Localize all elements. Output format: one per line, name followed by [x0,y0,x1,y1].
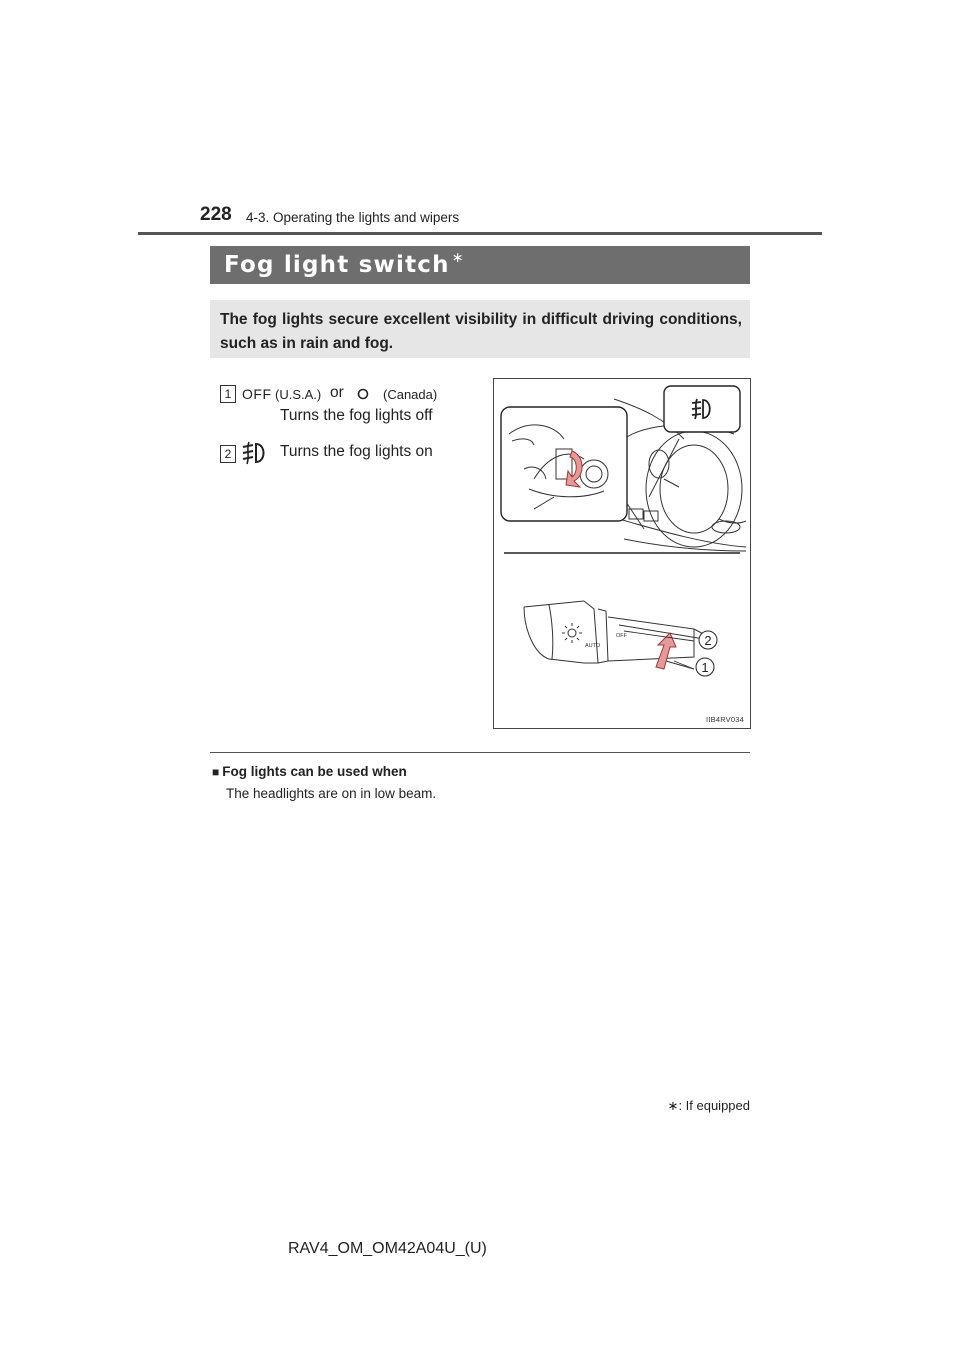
header-rule [138,232,822,235]
item-1-description: Turns the fog lights off [280,407,433,424]
note-heading-text: Fog lights can be used when [222,764,407,779]
ring-label-auto: AUTO [585,643,601,649]
intro-text: The fog lights secure excellent visibility in difficult driving conditions, such as in rain and fog. [220,311,742,352]
section-divider [210,752,750,753]
front-fog-light-icon [240,439,270,467]
ring-label-off: OFF [616,633,627,639]
title-bar [210,246,750,284]
figure-code: IIB4RV034 [706,715,744,724]
canada-off-circle-icon [356,387,370,401]
callout-1: 1 [701,660,709,675]
section-title: 4-3. Operating the lights and wipers [246,210,460,225]
if-equipped-marker: ∗ [451,250,465,266]
page-number: 228 [200,204,232,225]
item-number-badge: 2 [220,445,236,463]
footnote-text: : If equipped [678,1098,750,1113]
region-canada: (Canada) [383,387,438,402]
footnote-marker: ∗ [667,1098,679,1113]
note-square-marker: ■ [212,765,220,779]
intro-box [210,300,750,358]
or-text: or [330,384,344,401]
figure-fog-light-switch [493,378,751,729]
callout-2: 2 [704,633,712,648]
item-2-description: Turns the fog lights on [280,443,433,460]
note-text: The headlights are on in low beam. [226,786,437,801]
page-title-text: Fog light switch [224,252,450,278]
item-number-badge: 1 [220,385,236,403]
footnote [668,1098,750,1114]
off-label-icon: OFF [242,386,272,402]
figure-illustration [494,379,750,728]
note-heading [212,764,407,779]
document-code-footer: RAV4_OM_OM42A04U_(U) [288,1240,487,1257]
region-usa: (U.S.A.) [275,387,322,402]
page-title [224,252,465,278]
